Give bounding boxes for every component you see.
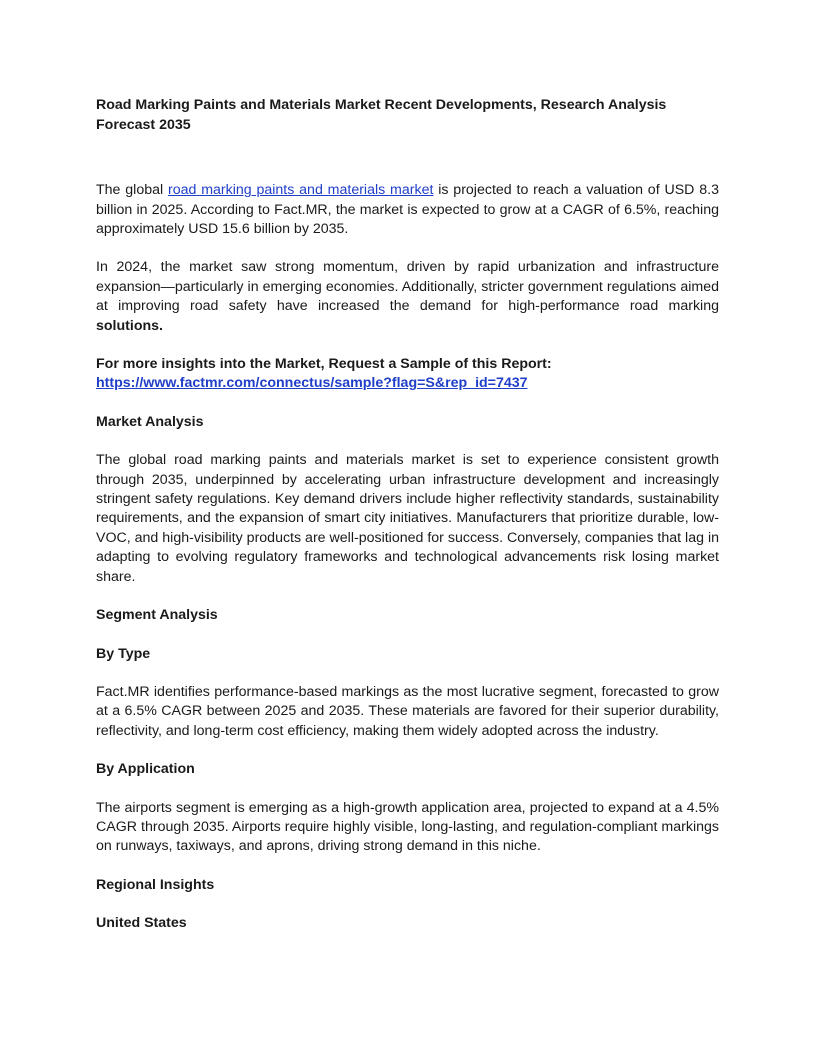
sample-request-link[interactable]: https://www.factmr.com/connectus/sample?flag=S&rep_id=7437 [96, 375, 528, 392]
sample-request-block [96, 355, 719, 394]
market-link[interactable]: road marking paints and materials market [167, 182, 434, 199]
momentum-paragraph [96, 258, 719, 336]
momentum-text: In 2024, the market saw strong momentum, driven by rapid urbanization and infrastructure expansion—particularly in emerging economies. Additionally, stricter government regulations aimed at improving road safety have increased the demand for high-performance road marking [96, 259, 719, 315]
intro-paragraph [96, 181, 719, 239]
intro-text-after: is projected to reach a valuation of USD 8.3 billion in 2025. According to Fact.MR, the market is expected to grow at a CAGR of 6.5%, reaching approximately USD 15.6 billion by 2035. [96, 182, 719, 237]
document-page [96, 96, 719, 953]
by-type-paragraph: Fact.MR identifies performance-based markings as the most lucrative segment, forecasted to grow at a 6.5% CAGR between 2025 and 2035. These materials are favored for their superior durability, reflectivity, and long-term cost efficiency, making them widely adopted across the industry. [96, 683, 719, 739]
momentum-bold-end: solutions. [96, 317, 163, 334]
by-application-paragraph: The airports segment is emerging as a high-growth application area, projected to expand at a 4.5% CAGR through 2035. Airports require highly visible, long-lasting, and regulation-compliant markings on runways, taxiways, and aprons, driving strong demand in this niche. [96, 799, 719, 855]
by-type-heading: By Type [96, 645, 151, 662]
intro-text-before: The global [96, 182, 168, 199]
united-states-heading: United States [96, 915, 187, 932]
regional-insights-heading: Regional Insights [96, 876, 215, 893]
market-analysis-heading: Market Analysis [96, 413, 204, 430]
by-application-heading: By Application [96, 761, 195, 778]
segment-analysis-heading: Segment Analysis [96, 607, 218, 624]
market-analysis-paragraph: The global road marking paints and materials market is set to experience consistent growth through 2035, underpinned by accelerating urban infrastructure development and increasingly stringent safety regulations. Key demand drivers include higher reflectivity standards, sustainability requirements, and the expansion of smart city initiatives. Manufacturers that prioritize durable, low-VOC, and high-visibility products are well-positioned for success. Conversely, companies that lag in adapting to evolving regulatory frameworks and technological advancements risk losing market share. [96, 452, 719, 585]
sample-request-label: For more insights into the Market, Request a Sample of this Report: [96, 356, 552, 373]
document-title: Road Marking Paints and Materials Market Recent Developments, Research Analysis Forecast 2035 [96, 97, 667, 133]
